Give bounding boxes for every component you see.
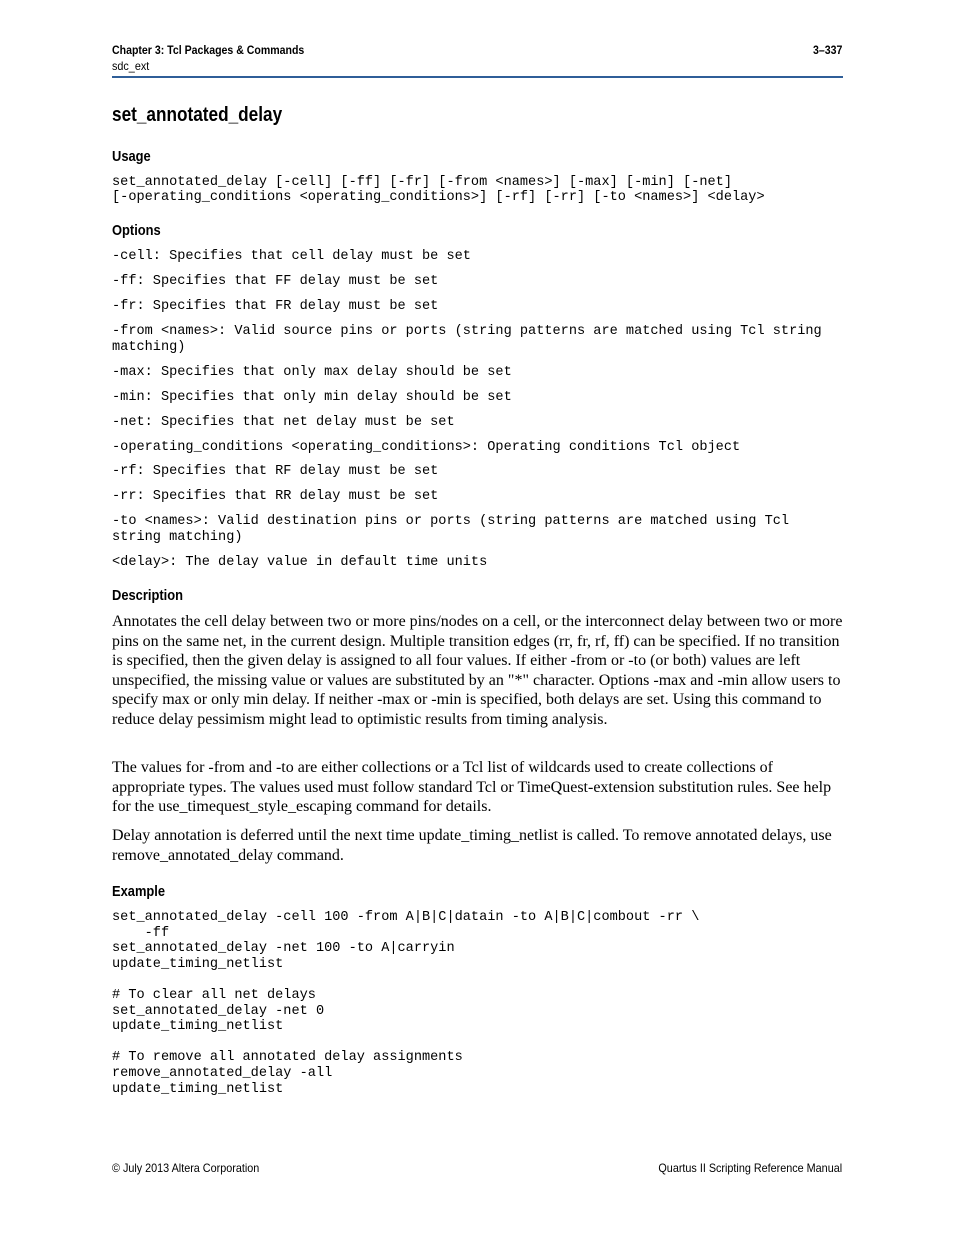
option-item: -net: Specifies that net delay must be set	[112, 415, 455, 430]
usage-line-2: [-operating_conditions <operating_conditions>] [-rf] [-rr] [-to <names>] <delay>	[112, 190, 765, 205]
option-item: -rf: Specifies that RF delay must be set	[112, 464, 439, 479]
option-item: -from <names>: Valid source pins or ports (string patterns are matched using Tcl string matching)	[112, 324, 822, 355]
page-title: set_annotated_delay	[112, 104, 283, 126]
usage-heading: Usage	[112, 148, 151, 165]
example-heading: Example	[112, 883, 166, 900]
description-paragraph: Delay annotation is deferred until the next time update_timing_netlist is called. To remove annotated delays, use remove_annotated_delay command.	[112, 827, 832, 864]
option-item: -operating_conditions <operating_conditions>: Operating conditions Tcl object	[112, 440, 741, 455]
option-item: -rr: Specifies that RR delay must be set	[112, 489, 439, 504]
running-header-section: sdc_ext	[112, 59, 150, 73]
description-paragraph: The values for -from and -to are either collections or a Tcl list of wildcards used to create collections of appropriate types. The values used must follow standard Tcl or TimeQuest-extension substitution rules. See help for the use_timequest_style_escaping command for details.	[112, 759, 832, 815]
page-number: 3–337	[812, 43, 842, 57]
example-code-block: set_annotated_delay -cell 100 -from A|B|C|datain -to A|B|C|combout -rr \ -ff set_annotated_delay -net 100 -to A|carryin update_timing_netlist # To clear all net delays set_annotated_delay -net 0 update_timing_netlist # To remove all annotated delay assignments remove_annotated_delay -all update_timing_netlist	[112, 910, 700, 1097]
option-item: -fr: Specifies that FR delay must be set	[112, 299, 439, 314]
option-item: -min: Specifies that only min delay should be set	[112, 390, 512, 405]
description-heading: Description	[112, 587, 183, 604]
header-rule	[112, 76, 843, 78]
footer-copyright: © July 2013 Altera Corporation	[112, 1161, 260, 1175]
option-item: -to <names>: Valid destination pins or ports (string patterns are matched using Tcl string matching)	[112, 514, 790, 545]
running-header-chapter: Chapter 3: Tcl Packages & Commands	[112, 43, 305, 57]
footer-manual-title: Quartus II Scripting Reference Manual	[658, 1161, 842, 1175]
option-item: -max: Specifies that only max delay should be set	[112, 365, 512, 380]
options-heading: Options	[112, 222, 161, 239]
option-item: -ff: Specifies that FF delay must be set	[112, 274, 439, 289]
description-paragraph: Annotates the cell delay between two or more pins/nodes on a cell, or the interconnect delay between two or more pins on the same net, in the current design. Multiple transition edges (rr, fr, rf, ff) can be specified. If no transition is specified, then the given delay is assigned to all four values. If either -from or -to (or both) values are left unspecified, the missing value or values are substituted by an "*" character. Options -max and -min allow users to specify max or only min delay. If neither -max or -min is specified, both delays are set. Using this command to reduce delay pessimism might lead to optimistic results from timing analysis.	[112, 613, 843, 728]
usage-line-1: set_annotated_delay [-cell] [-ff] [-fr] [-from <names>] [-max] [-min] [-net]	[112, 175, 732, 190]
option-item: <delay>: The delay value in default time units	[112, 555, 488, 570]
option-item: -cell: Specifies that cell delay must be set	[112, 249, 471, 264]
